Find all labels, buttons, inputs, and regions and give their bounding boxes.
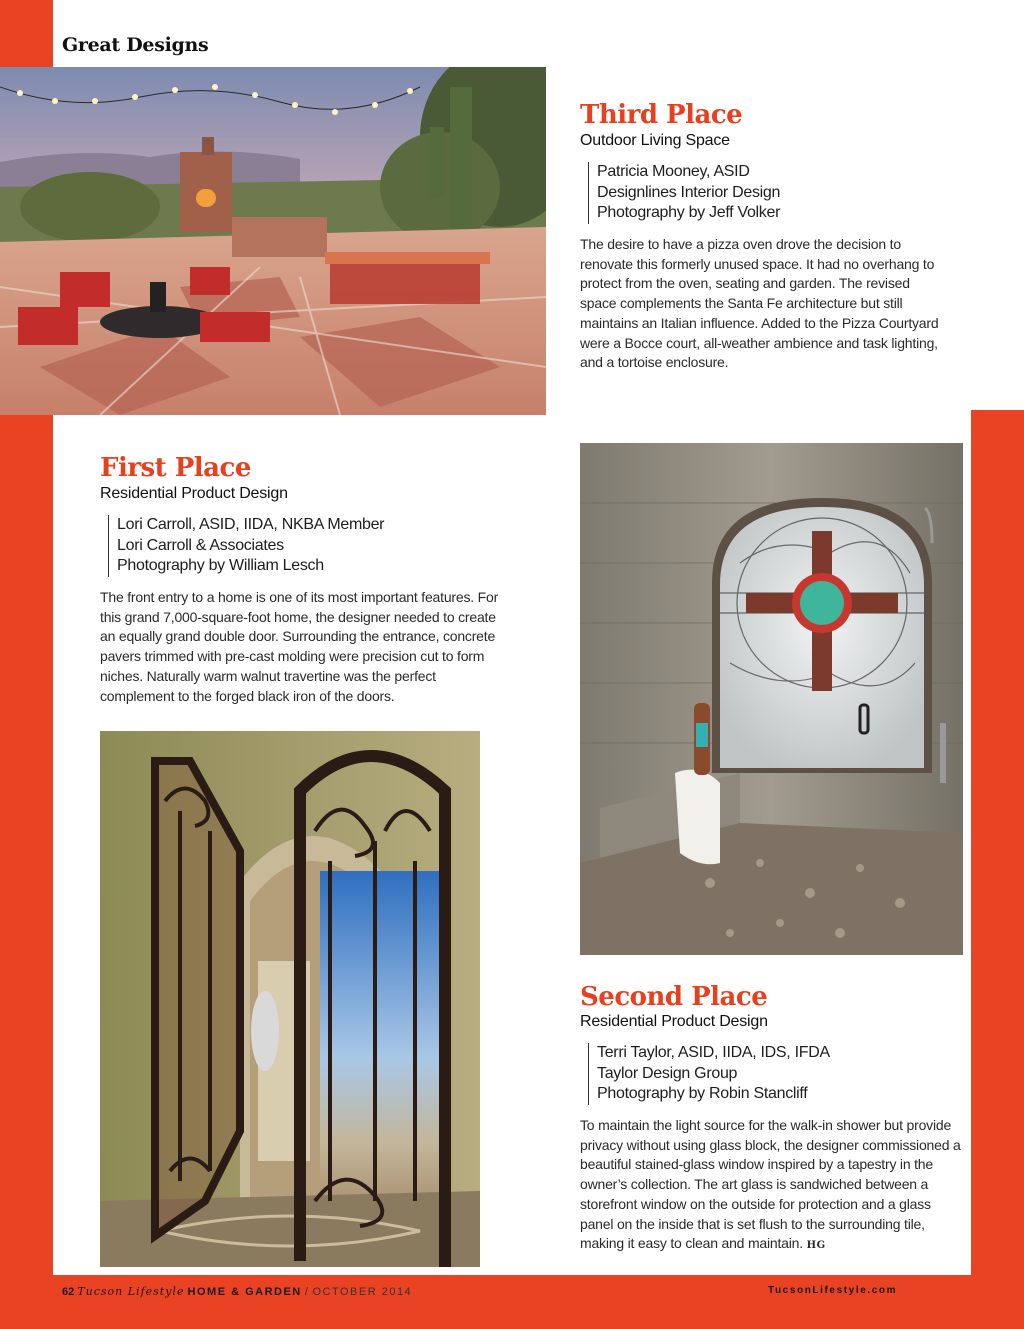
website-url: TucsonLifestyle.com [768,1285,898,1296]
credit-photographer: Photography by Jeff Volker [597,204,781,221]
credit-firm: Taylor Design Group [597,1064,738,1082]
credit-photographer: Photography by William Lesch [117,557,324,574]
magazine-section: HOME & GARDEN [187,1286,302,1298]
credit-designer: Patricia Mooney, ASID [597,163,750,180]
page-number: 62 [62,1286,75,1298]
credit-photographer: Photography by Robin Stancliff [597,1085,808,1102]
first-place-description: The front entry to a home is one of its most important features. For this grand 7,000-square-foot home, the designer needed to create an equally grand double door. Surrounding the entrance, concrete pavers trimmed with pre-cast molding were precision cut to form niches. Naturally warm walnut travertine was the perfect complement to the forged black iron of the doors. [100,589,499,704]
stained-glass-shower-photo [580,443,963,955]
outdoor-patio-photo [0,67,546,415]
iron-door-photo [100,731,480,1267]
end-mark: HG [806,1240,826,1252]
first-place-credits [108,515,384,577]
magazine-name: Tucson Lifestyle [77,1285,185,1298]
credit-designer: Terri Taylor, ASID, IIDA, IDS, IFDA [597,1044,830,1061]
section-label: Great Designs [62,34,209,56]
issue-date: OCTOBER 2014 [312,1286,413,1298]
first-place-category: Residential Product Design [100,485,288,502]
second-place-heading: Second Place [580,982,768,1012]
third-place-heading: Third Place [580,100,743,130]
footer-bar [0,1275,1024,1329]
folio-separator: / [304,1286,310,1298]
credit-firm: Lori Carroll & Associates [117,536,284,554]
third-place-credits [588,162,780,224]
second-place-description [580,1116,964,1256]
footer-folio [62,1285,412,1298]
third-place-category: Outdoor Living Space [580,132,730,149]
right-accent-bar [971,410,1024,1275]
third-place-description: The desire to have a pizza oven drove the decision to renovate this formerly unused space. It had no overhang to protect from the oven, seating and garden. The revised space complements the Santa Fe architecture but still maintains an Italian influence. Added to the Pizza Courtyard were a Bocce court, all-weather ambience and task lighting, and a tortoise enclosure. [580,236,939,371]
left-accent-bar-top [0,0,53,67]
first-place-heading: First Place [100,453,251,483]
credit-designer: Lori Carroll, ASID, IIDA, NKBA Member [117,516,385,533]
credit-firm: Designlines Interior Design [597,183,781,201]
second-place-description-text: To maintain the light source for the walk-in shower but provide privacy without using glass block, the designer commissioned a beautiful stained-glass window inspired by a tapestry in the owner’s collection. The art glass is sandwiched between a storefront window on the outside for protection and a glass panel on the inside that is set flush to the surrounding tile, making it easy to clean and maintain. [580,1117,961,1252]
second-place-credits [588,1043,830,1105]
left-accent-bar [0,415,53,1275]
second-place-category: Residential Product Design [580,1013,768,1030]
